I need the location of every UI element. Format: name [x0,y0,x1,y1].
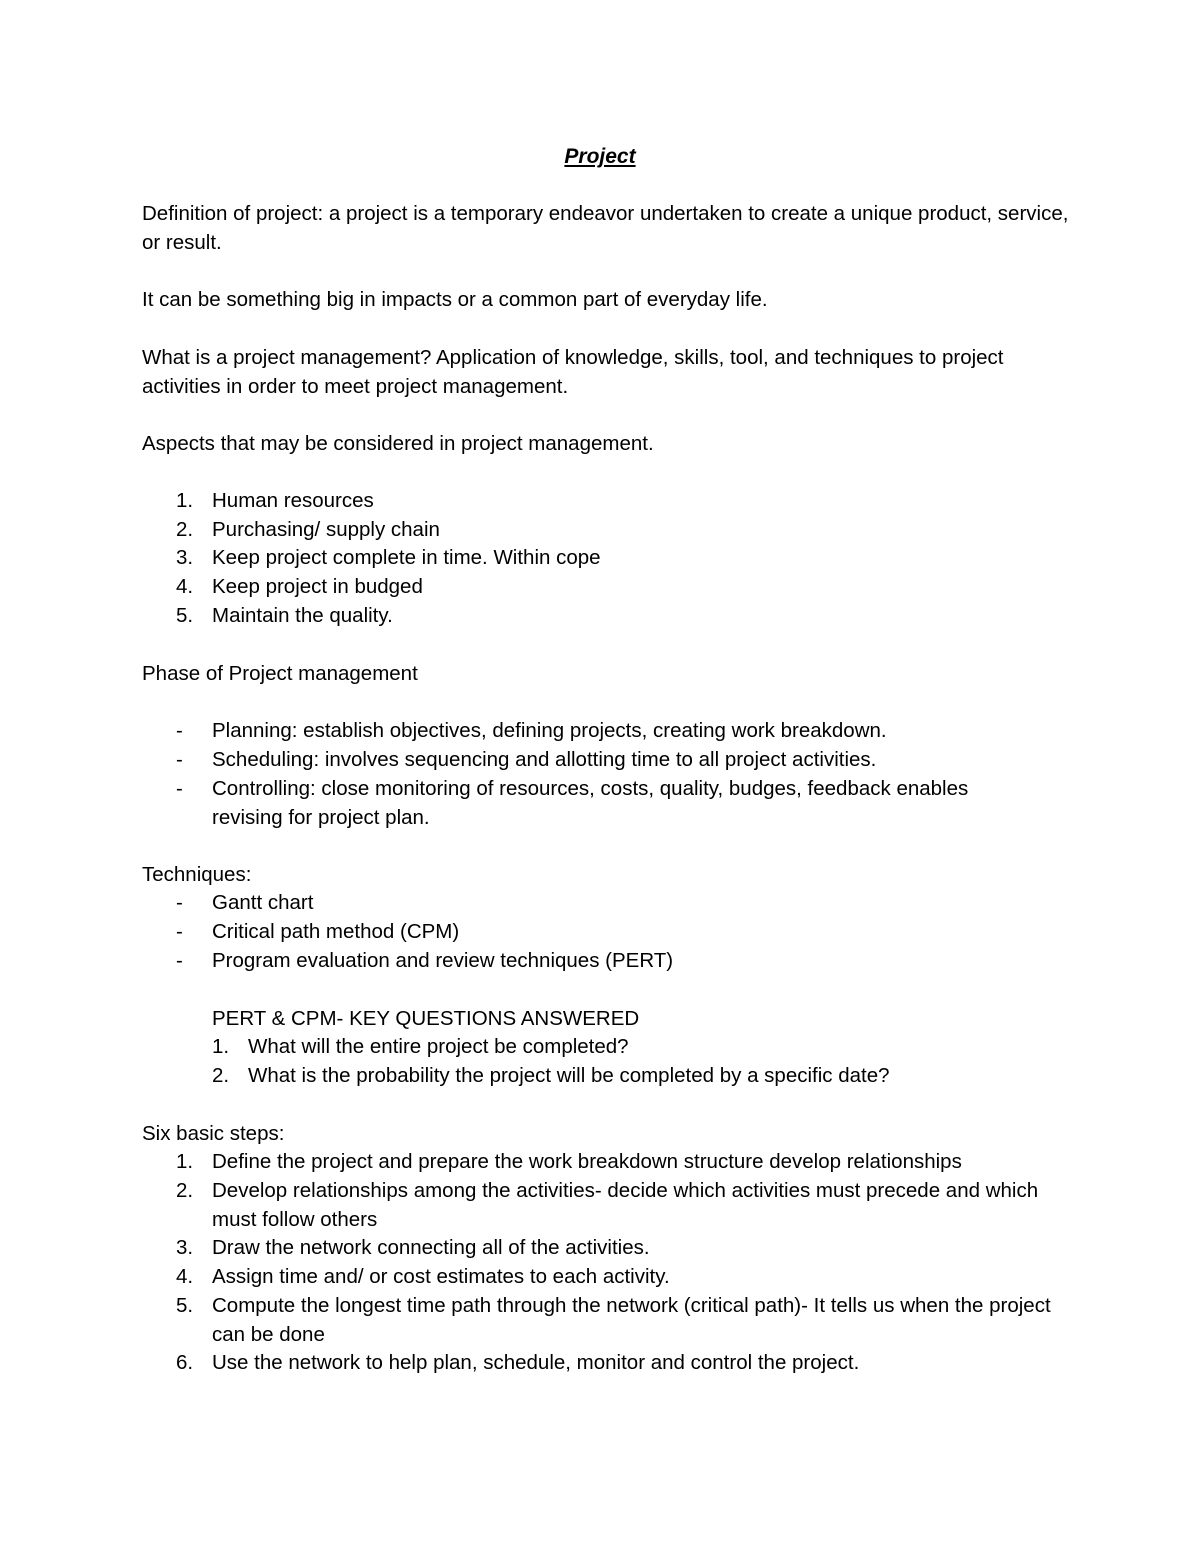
list-marker: 2. [212,1064,230,1087]
list-item: Draw the network connecting all of the activities. [212,1236,650,1259]
steps-heading: Six basic steps: [142,1122,285,1145]
pert-heading: PERT & CPM- KEY QUESTIONS ANSWERED [212,1007,640,1030]
list-item: Keep project complete in time. Within cope [212,546,601,569]
list-item: Compute the longest time path through the network (critical path)- It tells us when the project can be done [212,1294,1051,1346]
pm-question-paragraph: What is a project management? Application of knowledge, skills, tool, and techniques to project activities in order to meet project management. [142,346,1004,398]
list-item: Controlling: close monitoring of resources, costs, quality, budges, feedback enables revising for project plan. [212,777,969,829]
list-marker: - [176,891,183,914]
list-marker: 2. [176,518,194,541]
aspects-heading: Aspects that may be considered in project management. [142,432,654,455]
list-marker: 5. [176,604,194,627]
phases-heading: Phase of Project management [142,662,418,685]
list-item: Scheduling: involves sequencing and allotting time to all project activities. [212,748,877,771]
list-marker: 4. [176,1265,194,1288]
list-item: What will the entire project be completed? [248,1035,629,1058]
list-marker: 1. [176,489,194,512]
list-item: Assign time and/ or cost estimates to each activity. [212,1265,670,1288]
list-item: Program evaluation and review techniques (PERT) [212,949,674,972]
everyday-paragraph: It can be something big in impacts or a common part of everyday life. [142,288,768,311]
list-marker: 2. [176,1179,194,1202]
list-item: Keep project in budged [212,575,423,598]
list-item: Purchasing/ supply chain [212,518,440,541]
list-item: Develop relationships among the activities- decide which activities must precede and which must follow others [212,1179,1039,1231]
list-marker: 5. [176,1294,194,1317]
list-marker: 1. [212,1035,230,1058]
list-item: Define the project and prepare the work breakdown structure develop relationships [212,1150,962,1173]
list-item: Planning: establish objectives, defining projects, creating work breakdown. [212,719,887,742]
list-marker: - [176,920,183,943]
list-item: Use the network to help plan, schedule, monitor and control the project. [212,1351,860,1374]
page-title: Project [564,145,636,168]
list-marker: 3. [176,1236,194,1259]
list-item: Critical path method (CPM) [212,920,460,943]
list-marker: 6. [176,1351,194,1374]
list-marker: 4. [176,575,194,598]
list-marker: - [176,748,183,771]
list-marker: - [176,949,183,972]
list-item: Gantt chart [212,891,314,914]
list-item: Human resources [212,489,374,512]
list-marker: 1. [176,1150,194,1173]
list-marker: - [176,719,183,742]
techniques-heading: Techniques: [142,863,252,886]
list-marker: 3. [176,546,194,569]
list-item: What is the probability the project will be completed by a specific date? [248,1064,890,1087]
list-marker: - [176,777,183,800]
list-item: Maintain the quality. [212,604,393,627]
definition-paragraph: Definition of project: a project is a temporary endeavor undertaken to create a unique product, service, or result. [142,202,1069,254]
